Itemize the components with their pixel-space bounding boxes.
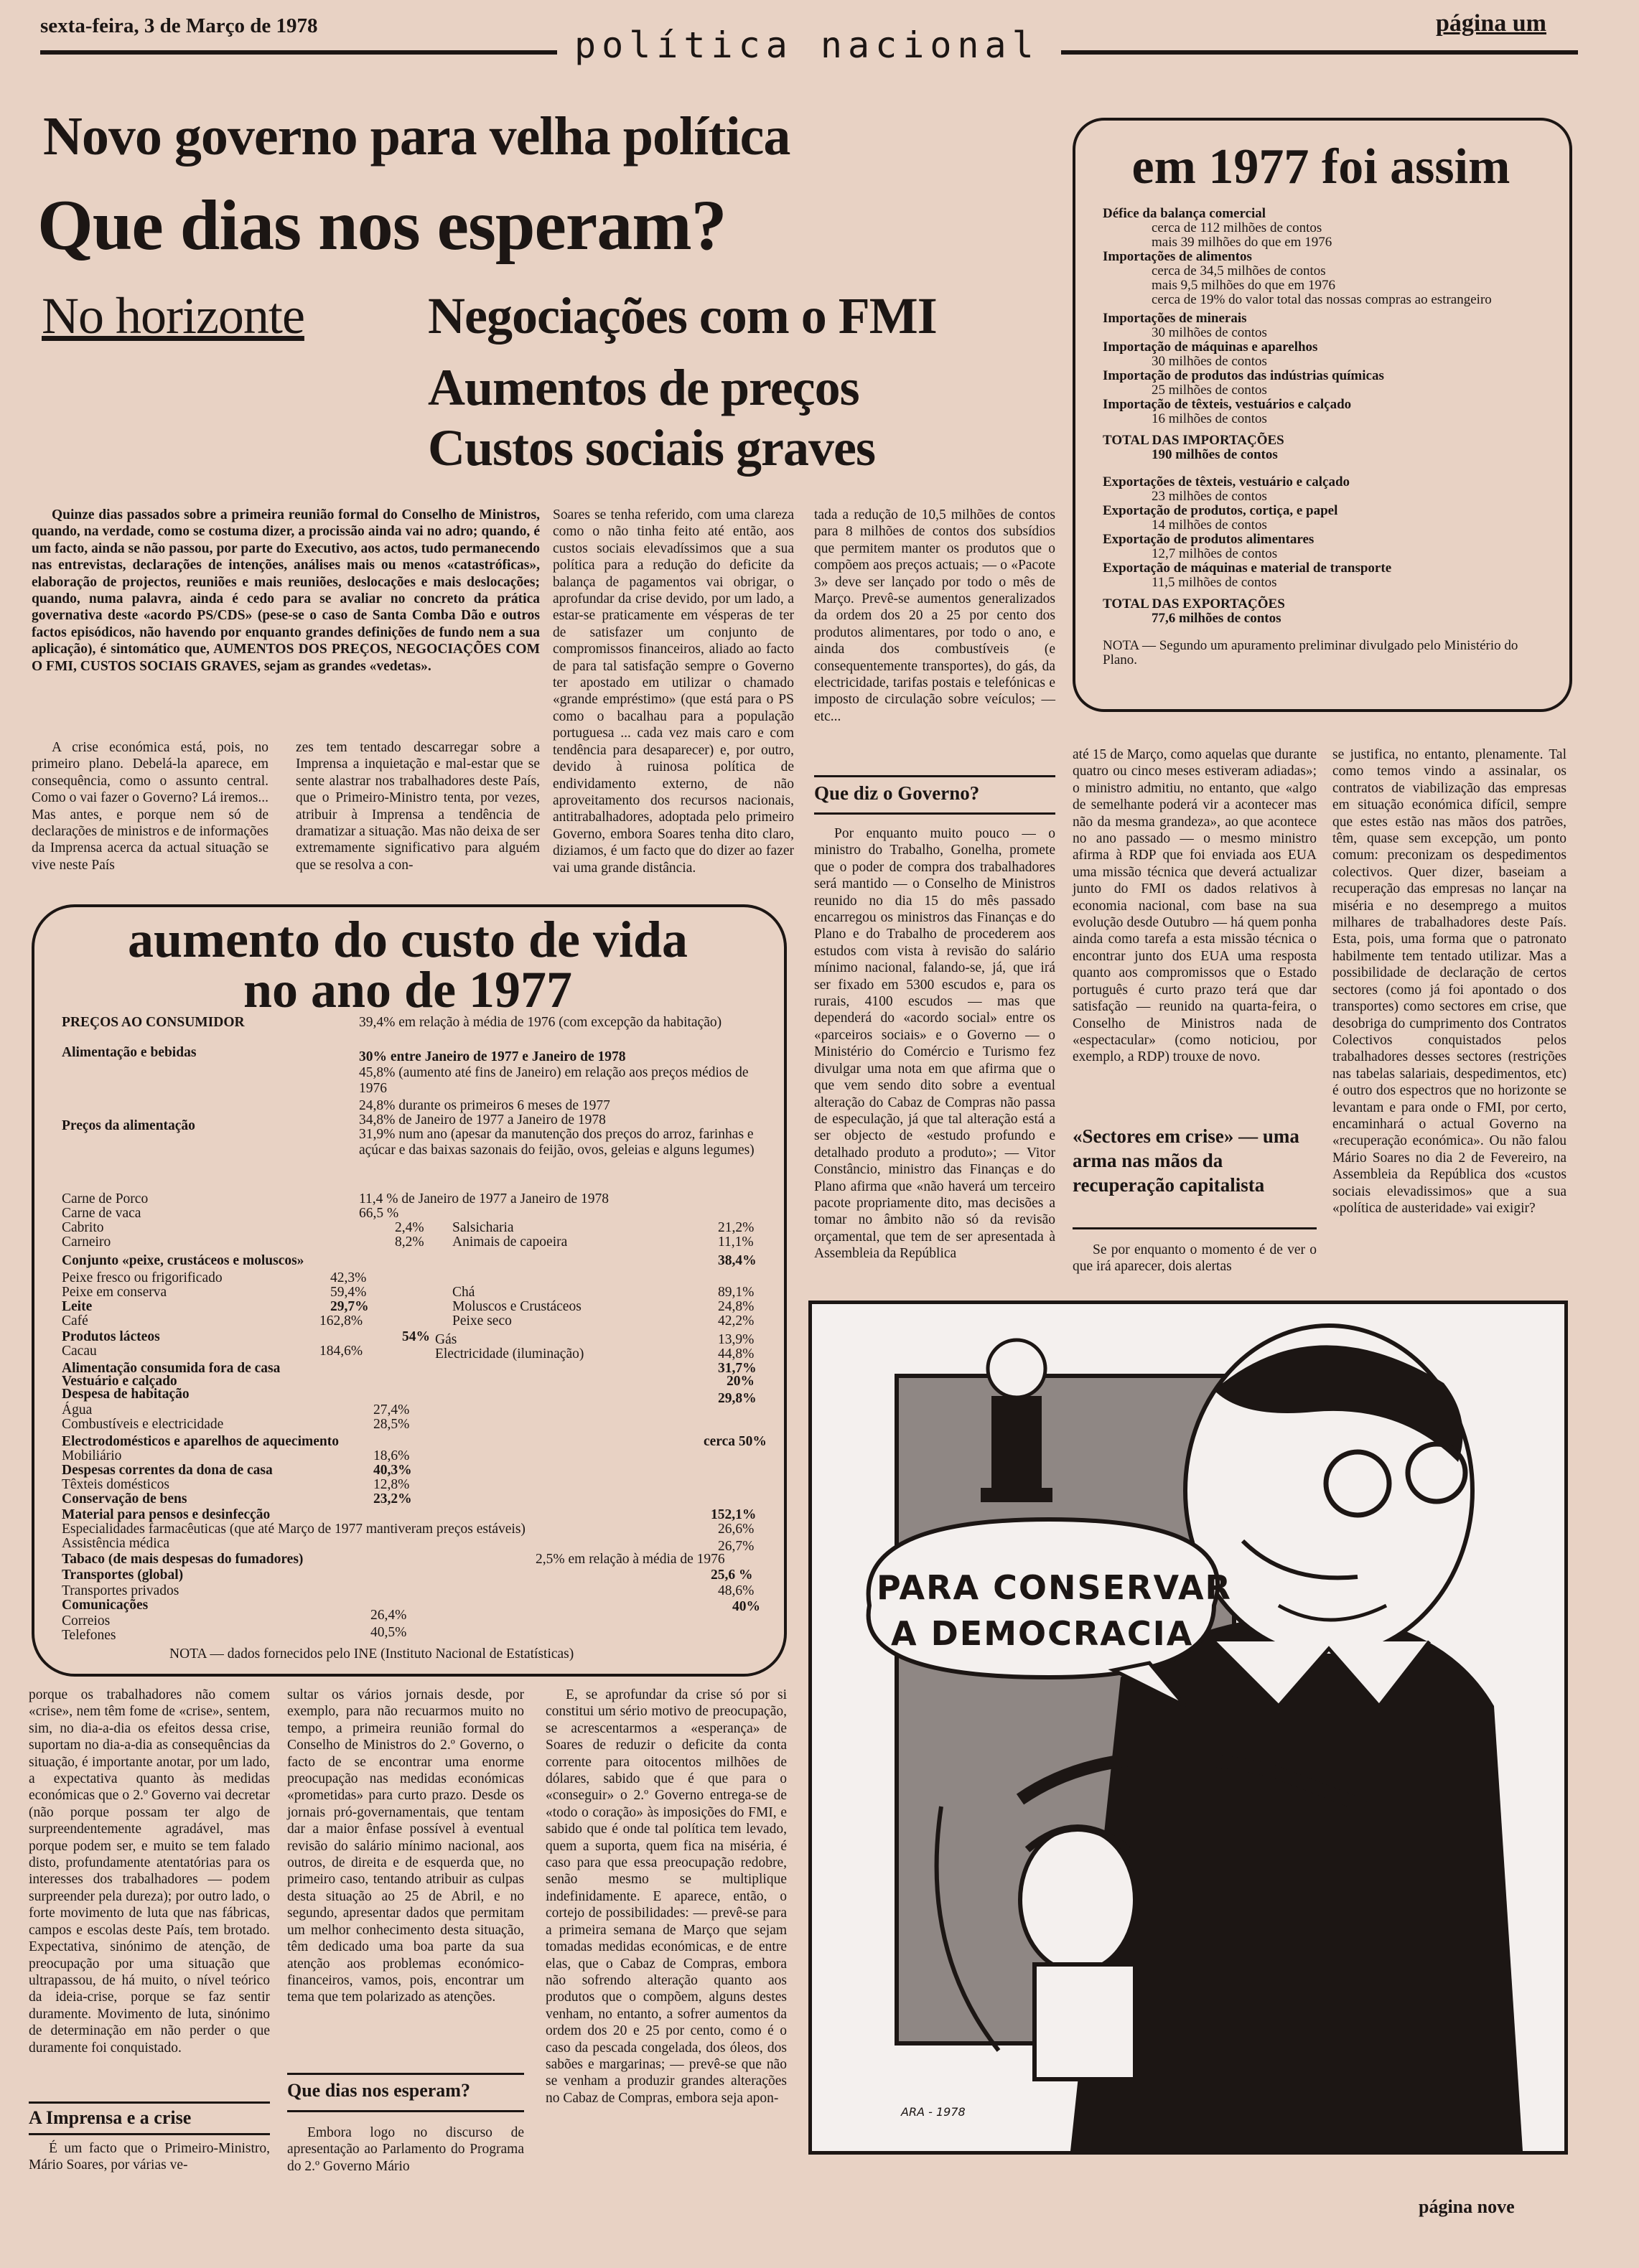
cost-food-prices-v2: 31,9% num ano (apesar da manutenção dos preços do arroz, farinhas e açúcar e das baixas sazonais do feijão, ovos, geleias e alguns legumes) [359,1127,755,1158]
box-1977-line: mais 39 milhões do que em 1976 [1152,235,1332,250]
header-rule-left [40,50,557,55]
cartoon-signature: ARA - 1978 [901,2105,966,2119]
cost-row-full: Telefones [62,1628,116,1643]
cost-item-left: Cabrito [62,1220,104,1235]
section-title: política nacional [574,24,1040,66]
cost-food-drink-v3: 24,8% durante os primeiros 6 meses de 1977 [359,1098,610,1113]
cost-row-full: Combustíveis e electricidade [62,1417,224,1432]
cost-fish-label: Conjunto «peixe, crustáceos e moluscos» [62,1253,304,1268]
cost-row-right: Chá [452,1285,475,1300]
box-1977-line: mais 9,5 milhões do que em 1976 [1152,278,1335,293]
sectors-subtitle: «Sectores em crise» — uma arma nas mãos da recuperação capitalista [1073,1125,1299,1196]
box-1977-list [1103,207,1562,667]
article-col-c-gov [814,825,1055,1267]
cost-row-full-value: 48,6% [718,1583,755,1598]
cost-row-left: Cacau [62,1344,97,1359]
cost-row-left-value: 42,3% [330,1270,367,1285]
cost-item-right-value: 21,2% [718,1220,755,1235]
page-label-top: página um [1436,10,1546,37]
cost-item-left: Carneiro [62,1234,111,1250]
cost-row-full: Despesa de habitação [62,1387,190,1402]
box-1977-line: 30 milhões de contos [1152,354,1267,369]
cost-box-title-2: no ano de 1977 [243,961,573,1018]
cost-row-left: Peixe fresco ou frigorificado [62,1270,223,1285]
cost-row-full-value: 26,4% [370,1608,407,1623]
box-1977-line: 14 milhões de contos [1152,517,1267,533]
gov-rule-bottom [814,812,1055,815]
cost-food-prices-label: Preços da alimentação [62,1118,195,1133]
box-1977-line: 190 milhões de contos [1152,447,1278,462]
cost-row-full: Água [62,1402,93,1418]
cost-row-full: Electrodomésticos e aparelhos de aquecimento [62,1434,339,1449]
box-1977-line: Exportação de produtos, cortiça, e papel [1103,503,1338,518]
article-col-b-text: Soares se tenha referido, com uma clareza como o não tinha feito até então, aos custos sociais elevadíssimos que a sua política para a redução do deficite da balança de pagamentos vai obrigar, o aprofundar da crise devido, por um lado, a estar-se praticamente em vésperas de ter de satisfazer um conjunto de compromissos financeiros, aliado ao facto de para tal satisfação sempre o Governo ter apostado em utilizar o chamado «grande empréstimo» (que está para o PS como o bacalhau para a população portuguesa ... cada vez mais caro e com tendência para desaparecer) e, por outro, devido à ruinosa política de endividamento externo, de não aproveitamento dos recursos nacionais, antitrabalhadores, adoptada pelo primeiro Governo, embora Soares tenha dito claro, diziamos, é um facto que do dizer ao fazer vai uma grande distância. [553,507,794,876]
headline-point-costs: Custos sociais graves [428,419,875,477]
cost-row-full: Tabaco (de mais despesas do fumadores) [62,1552,304,1567]
cartoon-drawing [812,1304,1564,2151]
article-col-e-text: se justifica, no entanto, plenamente. Tal como temos vindo a assinalar, os contratos de viabilização das empresas em situação económica difícil, sempre que estes estão nas mãos dos patrões, têm, quase sem excepção, um ponto comum: preconizam os despedimentos colectivos. Quer dizer, baseiam a recuperação das empresas no lançar na miséria e no desemprego a muitos milhares de trabalhadores deste País. Esta, pois, uma forma que o patronato habilmente tem tentado utilizar. Mas a possibilidade de declaração de certos sectores (como já foi apontado o dos transportes) como sectores em crise, que desobriga do cumprimento dos Contratos Colectivos conquistados pelos trabalhadores desses sectores (restrições nas tabelas salariais, despedimentos, etc) é outro dos espectros que no horizonte se levantam e para onde o FMI, por certo, encaminhará o actual Governo na «recuperação económica». Ou não falou Mário Soares no dia 2 de Fevereiro, na Assembleia da República dos «custos sociais elevadissimos» que a sua «política de austeridade» vai exigir? [1332,747,1566,1216]
cost-row-left: Produtos lácteos [62,1329,160,1344]
article-col-g-wait-text: Embora logo no discurso de apresentação ao Parlamento do Programa do 2.º Governo Mário [287,2125,524,2174]
cost-row-right-value: 44,8% [718,1346,755,1362]
article-col-f-press [29,2140,270,2178]
box-1977-line: 23 milhões de contos [1152,489,1267,504]
box-1977-line: TOTAL DAS EXPORTAÇÕES [1103,596,1285,611]
cost-fish-value: 38,4% [718,1253,757,1268]
headline-kicker: Novo governo para velha política [43,106,790,167]
cost-food-drink-v2: 45,8% (aumento até fins de Janeiro) em relação aos preços médios de 1976 [359,1065,749,1096]
box-1977-line: Importações de minerais [1103,311,1247,326]
cost-row-full: Têxteis domésticos [62,1477,170,1492]
cost-row-full: Assistência médica [62,1536,169,1551]
cost-row-full: Material para pensos e desinfecção [62,1507,271,1522]
cost-item-right: Animais de capoeira [452,1234,568,1250]
cost-row-full-value: 40,3% [373,1463,412,1478]
box-1977-note: NOTA — Segundo um apuramento preliminar divulgado pelo Ministério do Plano. [1103,638,1518,667]
cost-row-full-value: 23,2% [373,1491,412,1506]
cost-row-full-value: 40,5% [370,1625,407,1640]
article-col-a2 [296,739,540,878]
cost-row-right: Gás [435,1332,457,1347]
cost-row-full: Especialidades farmacêuticas (que até Março de 1977 mantiveram preços estáveis) [62,1522,526,1537]
cost-row-left: Peixe em conserva [62,1285,167,1300]
header-rule-right [1061,50,1578,55]
wait-subtitle: Que dias nos esperam? [287,2080,470,2101]
lead-paragraph [32,507,540,679]
box-1977-line: Importação de têxteis, vestuários e calçado [1103,397,1352,412]
box-1977-line: Importação de máquinas e aparelhos [1103,339,1318,355]
article-col-d-sect [1073,1242,1317,1280]
wait-rule-bottom [287,2110,524,2112]
cost-box-note: NOTA — dados fornecidos pelo INE (Instituto Nacional de Estatísticas) [169,1646,574,1662]
box-1977-line: Exportações de têxteis, vestuário e calçado [1103,474,1350,489]
cost-row-full-value: 20% [727,1374,755,1389]
box-1977-line: Importações de alimentos [1103,249,1252,264]
cost-row-full: Despesas correntes da dona de casa [62,1463,273,1478]
box-1977-line: 16 milhões de contos [1152,411,1267,426]
cost-row-full-value: 40% [732,1599,760,1614]
article-col-f1-text: porque os trabalhadores não comem «crise», nem têm fome de «crise», sentem, sim, no dia-a-dia os efeitos dessa crise, suportam no dia-a-dia as consequências da situação, é importante anotar, por um lado, a expectativa quanto às medidas económicas que o 2.º Governo vai decretar (não porque possam ter algo de surpreendentemente agradável, mas porque podem ser, e muito se tem falado disto, profundamente atentatórias para os interesses dos trabalhadores — podem surpreender pela dureza); por outro lado, o forte movimento de luta que nas fábricas, campos e escolas deste País, tem brotado. Expectativa, sinónimo de atenção, de preocupação por uma situação que ultrapassou, de há muito, o nível teórico da ideia-crise, porque se faz sentir duramente. Movimento de luta, sinónimo de determinação em não perder o que duramente foi conquistado. [29,1687,270,2056]
cost-row-left-value: 29,7% [330,1299,369,1314]
cost-row-full: Transportes privados [62,1583,179,1598]
cost-row-full-value: 29,8% [718,1391,757,1406]
cost-item-left: Carne de vaca [62,1206,141,1221]
cost-row-right-value: 42,2% [718,1313,755,1329]
cost-item-left-value: 11,4 % de Janeiro de 1977 a Janeiro de 1978 [359,1191,610,1206]
cost-row-right-value: 24,8% [718,1299,755,1314]
article-col-g1-text: sultar os vários jornais desde, por exemplo, para não recuarmos muito no tempo, a primeira reunião formal do Conselho de Ministros do 2.º Governo, o facto de se encontrar uma enorme preocupação nas medidas económicas «prometidas» para curto prazo. Desde os jornais pró-governamentais, que tentam dar a maior ênfase possível à eventual revisão do salário mínimo nacional, aos outros, de direita e de esquerda que, no primeiro caso, tentando atribuir as culpas desta situação ao 25 de Abril, e no segundo, apresentar dados que permitam um melhor conhecimento desta situação, têm dedicado uma boa parte da sua atenção aos problemas económico-financeiros, vamos, pois, encontrar um tema que tem polarizado as atenções. [287,1687,524,2005]
cost-row-full-value: 26,6% [718,1522,755,1537]
page-label-bottom: página nove [1419,2196,1515,2217]
box-1977-line: cerca de 34,5 milhões de contos [1152,263,1326,278]
cost-item-right-value: 11,1% [718,1234,754,1250]
cost-row-full-value: 12,8% [373,1477,410,1492]
cost-row-left: Café [62,1313,88,1329]
cost-row-full: Transportes (global) [62,1568,184,1583]
cost-row-left-value: 162,8% [319,1313,363,1329]
cost-row-right-value: 13,9% [718,1332,755,1347]
cartoon-caption-line1: PARA CONSERVAR [877,1568,1232,1607]
cost-row-full: Alimentação consumida fora de casa [62,1361,281,1376]
cost-row-left: Leite [62,1299,93,1314]
box-1977-line: cerca de 19% do valor total das nossas compras ao estrangeiro [1152,292,1492,307]
cost-food-drink-v1: 30% entre Janeiro de 1977 e Janeiro de 1978 [359,1049,626,1064]
cost-row-left-value: 184,6% [319,1344,363,1359]
cost-row-full: Correios [62,1613,111,1629]
box-1977-line: TOTAL DAS IMPORTAÇÕES [1103,433,1284,448]
article-col-f1 [29,1687,270,2061]
cartoon-caption-line2: A DEMOCRACIA [891,1614,1194,1653]
cost-row-full: Conservação de bens [62,1491,187,1506]
cost-box-title-1: aumento do custo de vida [127,911,688,968]
headline-main: Que dias nos esperam? [37,185,727,265]
press-subtitle: A Imprensa e a crise [29,2107,192,2128]
cost-row-left-value: 59,4% [330,1285,367,1300]
cost-item-left-value: 66,5 % [359,1206,399,1221]
cost-row-full-value: 25,6 % [711,1568,753,1583]
article-col-g1 [287,1687,524,2010]
article-col-a1-text: A crise económica está, pois, no primeiro plano. Debelá-la aparece, em consequência, como o assunto central. Como o vai fazer o Governo? Lá iremos... Mas antes, e porque nem só de declarações de ministros e de informações da Imprensa acerca da actual situação se vive neste País [32,740,269,873]
lead-text: Quinze dias passados sobre a primeira reunião formal do Conselho de Ministros, quando, na verdade, como se costuma dizer, a procissão ainda vai no adro; quando, é um facto, ainda se não passou, por parte do Executivo, aos actos, tudo permanecendo nas entrevistas, declarações de intenções, análises mais ou menos «catastróficas», elaboração de projectos, reuniões e mais reuniões, deslocações e mais deslocações; quando, numa palavra, ainda é cedo para se avaliar no concreto da prática governativa deste «acordo PS/CDS» (pese-se o caso de Santa Comba Dão e outros factos episódicos, não havendo por enquanto grandes definições de fundo nem a sua aplicação), é sintomático que, AUMENTOS DOS PREÇOS, NEGOCIAÇÕES COM O FMI, CUSTOS SOCIAIS GRAVES, sejam as grandes «vedetas». [32,507,540,674]
cost-row-full: Comunicações [62,1598,149,1613]
box-1977-line: 12,7 milhões de contos [1152,546,1278,561]
box-1977-line: 11,5 milhões de contos [1152,575,1277,590]
cost-food-drink-label: Alimentação e bebidas [62,1045,197,1060]
article-col-c-top-text: tada a redução de 10,5 milhões de contos para 8 milhões de contos dos subsídios que permitem manter os produtos que o compõem aos preços actuais; — o «Pacote 3» deve ser lançado por todo o mês de Março. Prevê-se aumentos generalizados da ordem dos 20 a 25 por cento dos produtos alimentares, por todo o ano, e ainda dos combustíveis (e consequentemente transportes), do gás, da electricidade, tarifas postais e telefónicas e imposto de circulação sobre veículos; — etc... [814,507,1055,724]
box-1977-line: 25 milhões de contos [1152,383,1267,398]
box-1977-line: 77,6 milhões de contos [1152,611,1281,626]
box-1977-line: 30 milhões de contos [1152,325,1267,340]
press-rule-top [29,2101,270,2104]
cost-row-full-value: 27,4% [373,1402,410,1418]
cost-item-left-value: 2,4% [395,1220,424,1235]
cost-row-right: Peixe seco [452,1313,512,1329]
cost-row-right: Moluscos e Crustáceos [452,1299,582,1314]
article-col-e [1332,746,1566,1221]
press-rule-bottom [29,2133,270,2135]
cost-row-full-value: 2,5% em relação à média de 1976 [536,1552,725,1567]
cost-row-full: Vestuário e calçado [62,1374,177,1389]
issue-date: sexta-feira, 3 de Março de 1978 [40,14,318,37]
article-col-h-text: E, se aprofundar da crise só por si constitui um sério motivo de preocupação, se acrescentarmos a «esperança» de Soares de reduzir o deficite da conta corrente para oitocentos milhões de dólares, sabido que é que para o «conseguir» o 2.º Governo entrega-se de «todo o coração» às imposições do FMI, e sabido que é onde tal política tem levado, quem a suporta, quem fica na miséria, é caso para que essa preocupação redobre, senão mesmo se multiplique indefinidamente. E aparece, então, o cortejo de possibilidades: — prevê-se para a primeira semana de Março que sejam tomadas medidas económicas, e de entre elas, que o Cabaz de Compras, embora não sofrendo alteração quanto aos produtos que o compõem, alguns destes venham, no entanto, a sofrer aumentos da ordem dos 20 e 25 por cento, como é o caso da pescada congelada, dos óleos, dos sabões e margarinas; — prevê-se que não se venham a produzir grandes alterações no Cabaz de Compras, embora seja apon- [546,1687,787,2106]
cost-food-prices-v1: 34,8% de Janeiro de 1977 a Janeiro de 1978 [359,1112,606,1128]
cost-row-full-value: 26,7% [718,1539,755,1554]
horizon-label: No horizonte [42,287,304,345]
cost-row-full-value: cerca 50% [704,1434,767,1449]
cost-row-full-value: 31,7% [718,1361,757,1376]
article-col-a1 [32,739,269,878]
cost-item-left-value: 8,2% [395,1234,424,1250]
cost-row-left-value: 54% [402,1329,430,1344]
article-col-d-text: até 15 de Março, como aquelas que durante quatro ou cinco meses estiveram adiadas»; o ministro admitiu, no entanto, que «algo de semelhante poderá vir a acontecer mas não da mesma grandeza», ao que acontece no ano passado — o mesmo ministro afirma à RDP que foi enviada aos EUA uma missão técnica que deverá actualizar junto do FMI os dados relativos à economia nacional, com base na sua evolução desde Outubro — há quem ponha ainda como tarefa a esta missão técnica o encontrar junto dos EUA uma resposta quanto aos compromissos que o Estado português é curto prazo terá que dar satisfação — reunido na quarta-feira, o Conselho de Ministros nada de «espectacular» (como noticiou, por exemplo, a RDP) trouxe de novo. [1073,747,1317,1065]
box-1977-line: Exportação de máquinas e material de transporte [1103,561,1392,576]
box-1977-line: Exportação de produtos alimentares [1103,532,1315,547]
gov-rule-top [814,775,1055,777]
cost-row-right-value: 89,1% [718,1285,755,1300]
article-col-f-press-text: É um facto que o Primeiro-Ministro, Mário Soares, por várias ve- [29,2141,270,2173]
article-col-h [546,1687,787,2111]
box-1977-line: Importação de produtos das indústrias químicas [1103,368,1384,383]
cost-row-full-value: 152,1% [711,1507,757,1522]
political-cartoon [808,1301,1568,2155]
article-col-b [553,507,794,881]
wait-rule-top [287,2073,524,2075]
cost-row-right: Electricidade (iluminação) [435,1346,584,1362]
cost-row-full-value: 28,5% [373,1417,410,1432]
article-col-a2-text: zes tem tentado descarregar sobre a Imprensa a inquietação e mal-estar que se sente alastrar nos trabalhadores deste País, que o Primeiro-Ministro tenta, por vezes, atribuir à Imprensa a tendência de dramatizar a situação. Mas não deixa de ser extremamente significativo para alguém que se resolva a con- [296,740,541,873]
article-col-c-top [814,507,1055,729]
cost-row-full-value: 18,6% [373,1448,410,1463]
article-col-c-gov-text: Por enquanto muito pouco — o ministro do Trabalho, Gonelha, promete que o poder de compra dos trabalhadores será mantido — o Conselho de Ministros reunido no dia 15 do mês passado encarregou os ministros das Finanças e do Plano e do Trabalho de procederem aos estudos com vista à revisão do salário mínimo nacional, falando-se, já, que irá ser fixado em 5300 escudos e, para os rurais, 4100 escudos — mas que dependerá do «acordo social» entre os «parceiros sociais» e o Governo — o Ministério do Comércio e Turismo fez divulgar uma nota em que afirma que o que vem sendo dito sobre a eventual alteração do Cabaz de Compras não passa de especulação, já que tal alteração está a ser objecto de «estudo profundo e detalhado produto a produto»; — Vitor Constâncio, ministro das Finanças e do Plano afirma que «não haverá um terceiro pacote propriamente dito, mas decisões a tomar no âmbito não só da revisão orçamental, que tem de ser apresentada à Assembleia da República [814,826,1055,1262]
headline-point-fmi: Negociações com o FMI [428,287,937,345]
headline-point-prices: Aumentos de preços [428,359,859,416]
box-1977-title: em 1977 foi assim [1131,139,1510,195]
box-1977-line: cerca de 112 milhões de contos [1152,220,1322,235]
cost-consumer-value: 39,4% em relação à média de 1976 (com excepção da habitação) [359,1015,722,1030]
cost-row-full: Mobiliário [62,1448,122,1463]
sectors-rule [1073,1227,1317,1229]
cost-consumer-label: PREÇOS AO CONSUMIDOR [62,1015,245,1030]
gov-subtitle: Que diz o Governo? [814,782,980,804]
box-1977-line: Défice da balança comercial [1103,206,1266,221]
article-col-d [1073,746,1317,1070]
article-col-d-sect-text: Se por enquanto o momento é de ver o que irá aparecer, dois alertas [1073,1242,1317,1275]
cost-item-left: Carne de Porco [62,1191,149,1206]
article-col-g-wait [287,2124,524,2179]
cost-item-right: Salsicharia [452,1220,514,1235]
